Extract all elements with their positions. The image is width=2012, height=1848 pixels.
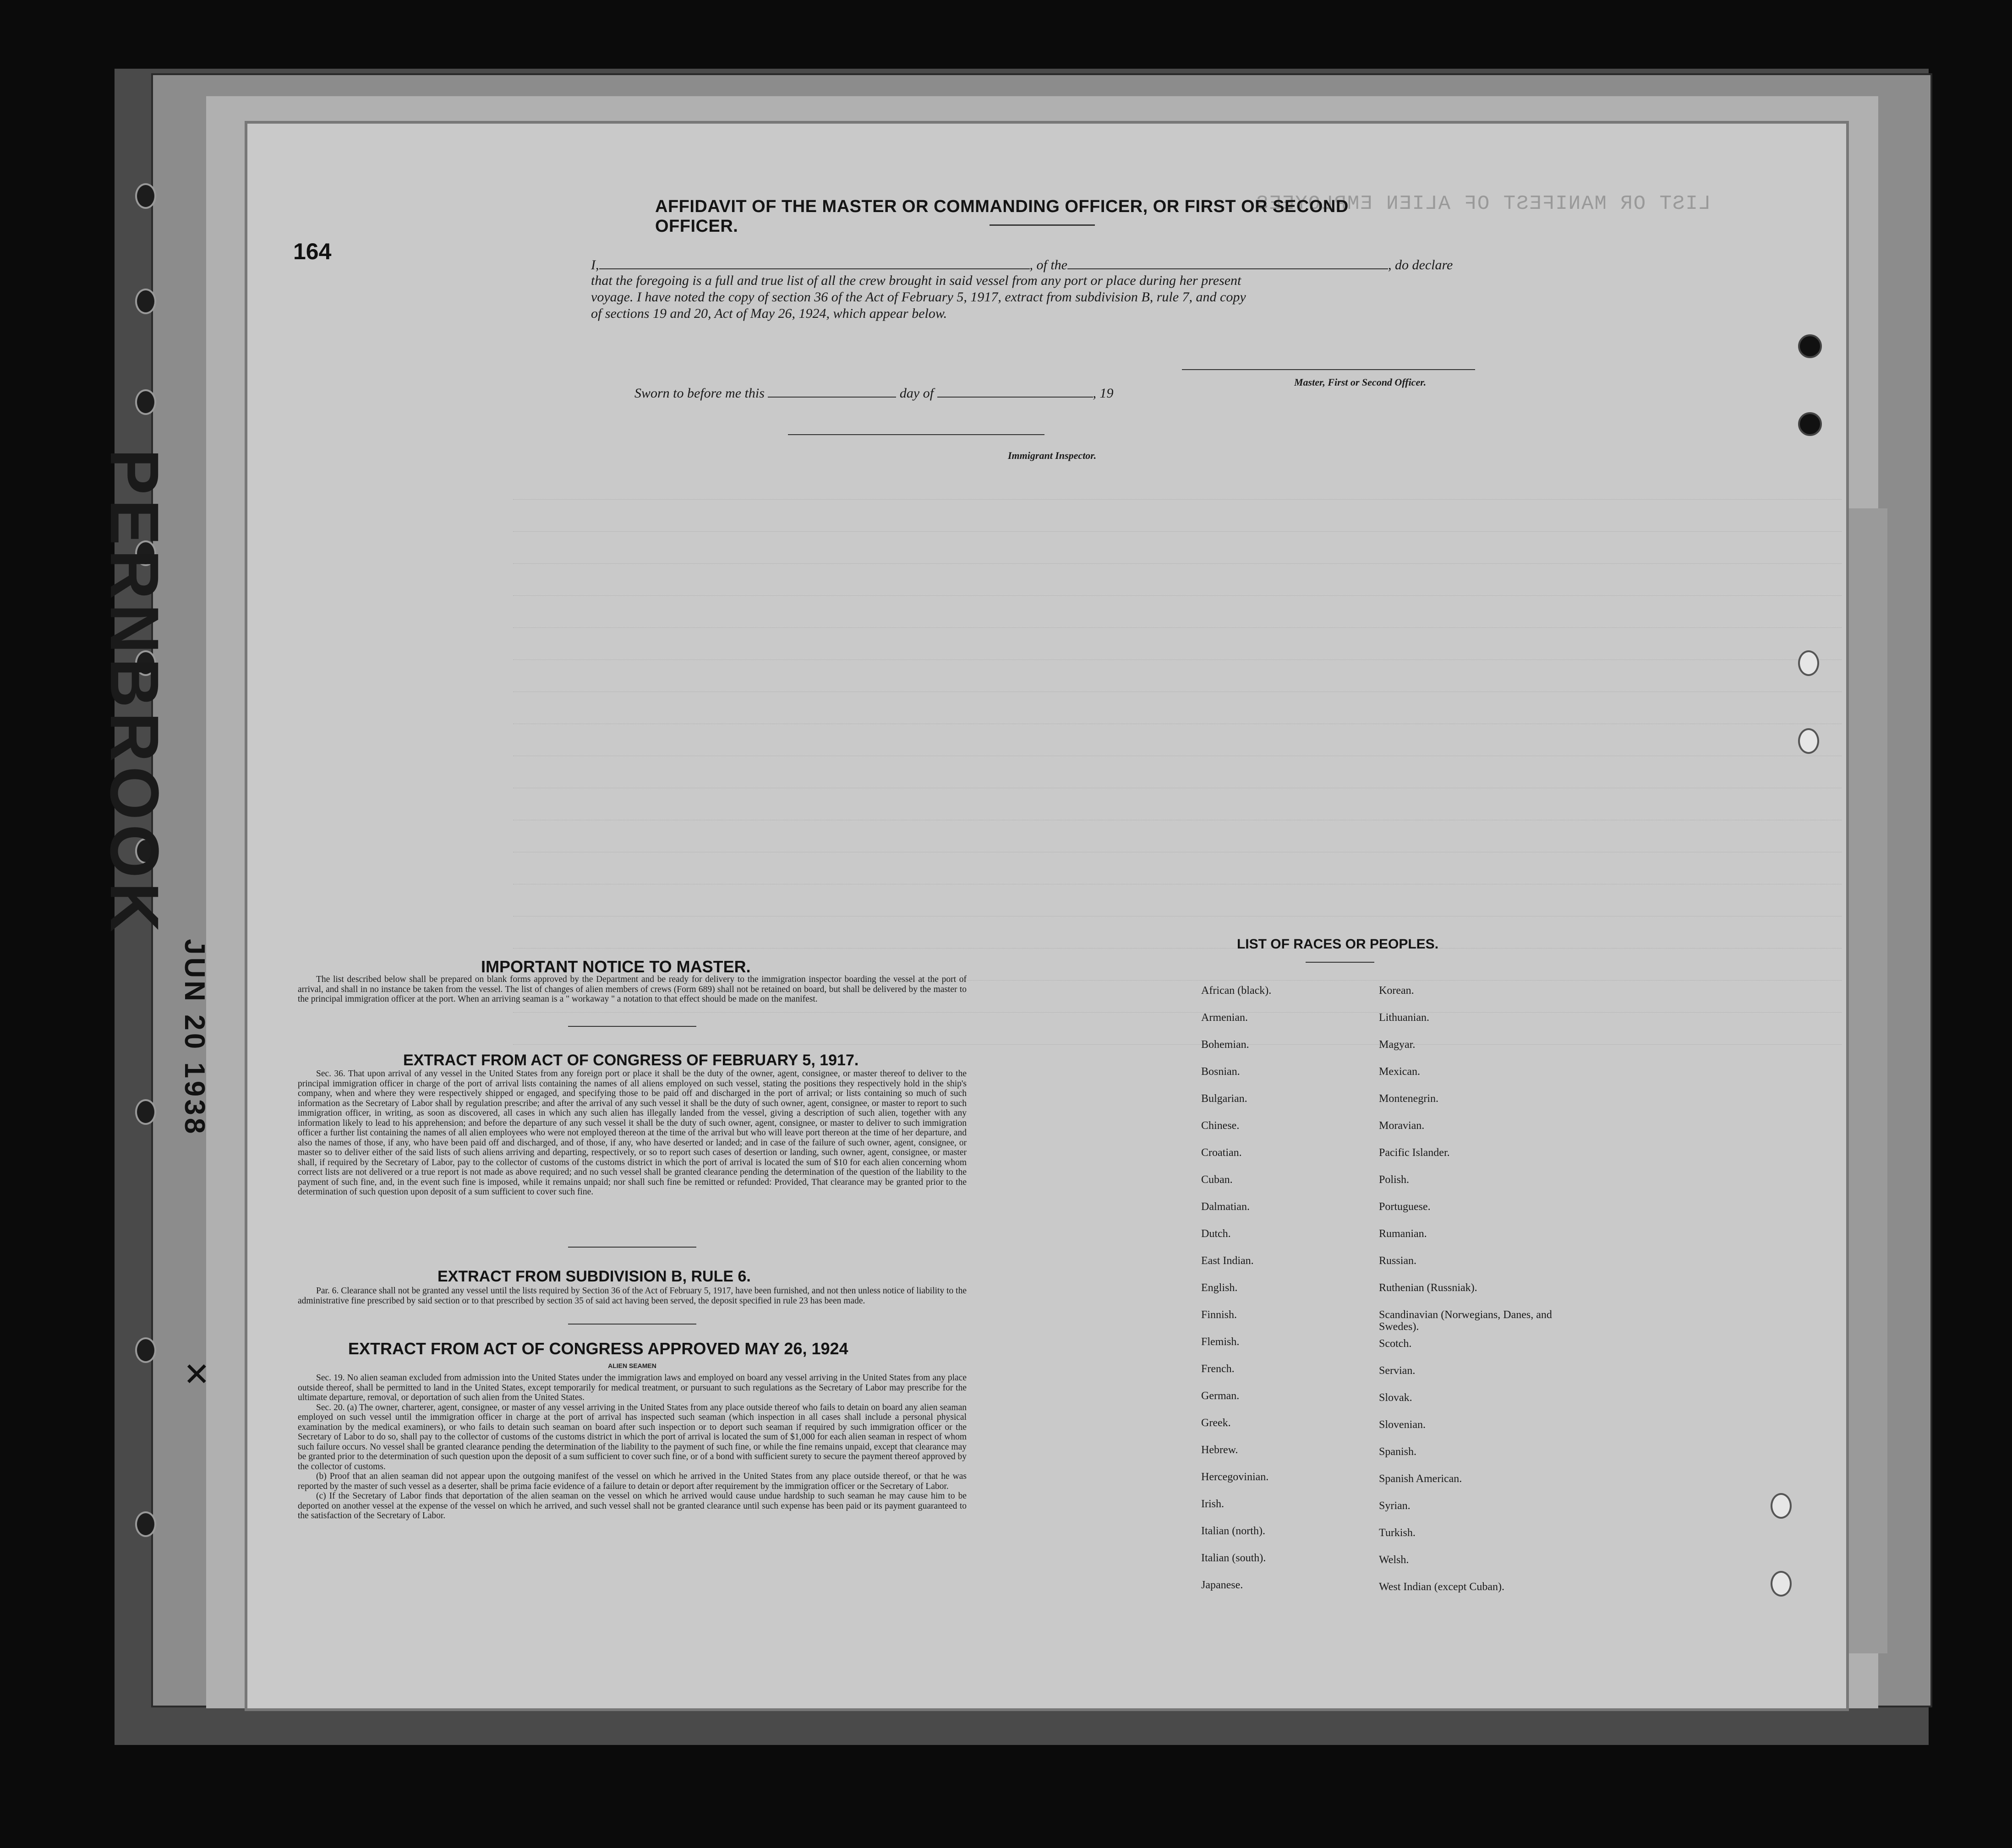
race-item: Welsh. [1379, 1554, 1409, 1566]
race-item: Dalmatian. [1201, 1201, 1250, 1213]
affidavit-title: AFFIDAVIT OF THE MASTER OR COMMANDING OFFICER, OR FIRST OR SECOND OFFICER. [655, 197, 1349, 236]
master-signature-line[interactable] [1182, 369, 1475, 370]
declaration-line-4: of sections 19 and 20, Act of May 26, 1924, which appear below. [591, 306, 947, 321]
bleed-through-row [513, 902, 1842, 916]
divider [1306, 962, 1374, 963]
declaration-line-2: that the foregoing is a full and true list of all the crew brought in said vessel from any port or place during her present [591, 273, 1241, 288]
master-signature-caption: Master, First or Second Officer. [1294, 376, 1427, 388]
binder-hole-icon [135, 289, 156, 314]
race-item: Russian. [1379, 1255, 1417, 1267]
binder-hole-icon [1771, 1493, 1792, 1519]
bleed-through-row [513, 934, 1842, 949]
race-item: Slovenian. [1379, 1419, 1426, 1431]
officer-name-field[interactable] [599, 256, 1030, 269]
race-item: Spanish American. [1379, 1473, 1462, 1485]
race-item: Hebrew. [1201, 1444, 1238, 1456]
binder-hole-icon [1771, 1571, 1792, 1597]
race-item: Cuban. [1201, 1174, 1233, 1186]
section-36-paragraph: Sec. 36. That upon arrival of any vessel in the United States from any foreign port or place it shall be the duty of the owner, agent, consignee, or master thereof to deliver to the principal immigration officer in charge of the port of arrival lists containing the names of all aliens employed on such vessel, stating the positions they respectively hold in the ship's company, when and where they were respectively shipped or engaged, and specifying those to be paid off and discharged in the port of arrival; or lists containing so much of such information as the Secretary of Labor shall by regulation prescribe; and after the arrival of any such vessel it shall be the duty of such owner, agent, consignee, or master to report to such immigration officer, in writing, as soon as discovered, all cases in which any such alien has illegally landed from the vessel, giving a description of such alien, together with any information likely to lead to his apprehension; and before the departure of any such vessel it shall be the duty of such owner, agent, consignee, or master to deliver to such immigration officer a further list containing the names of all alien employees who were not employed thereon at the time of the arrival but who will leave port thereon at the time of her departure, and also the names of those, if any, who have been paid off and discharged, and of those, if any, who have deserted or landed; and in case of the failure of such owner, agent, consignee, or master so to deliver either of the said lists of such aliens arriving and departing, respectively, or so to report such cases of desertion or landing, such owner, agent, consignee, or master shall, if required by the Secretary of Labor, pay to the collector of customs of the customs district in which the port of arrival is located the sum of $10 for each alien concerning whom correct lists are not delivered or a true report is not made as above required; and no such vessel shall be granted clearance pending the determination of the question of the liability to the payment of such fine, and, in the event such fine is imposed, while it remains unpaid; nor shall such fine be remitted or refunded: Provided, That clearance may be granted prior to the determination of such question upon deposit of a sum sufficient to cover such fine. [298, 1069, 967, 1197]
binder-hole-icon [135, 1337, 156, 1363]
race-item: African (black). [1201, 985, 1272, 997]
section-20b-paragraph: (b) Proof that an alien seaman did not appear upon the outgoing manifest of the vessel on which he arrived in the United States from any place outside thereof, or that he was reported by the master of such vessel as a deserter, shall be prima facie evidence of a failure to detain or deport after requirement by the immigration officer or the Secretary of Labor. [298, 1472, 967, 1491]
race-item: Bosnian. [1201, 1066, 1240, 1078]
race-item: Dutch. [1201, 1228, 1231, 1240]
notice-paragraph: The list described below shall be prepared on blank forms approved by the Department and be ready for delivery to the immigration inspector boarding the vessel at the port of arrival, and shall in no instance be taken from the vessel. The list of changes of alien members of crews (Form 689) shall not be retained on board, but shall be delivered by the master to the principal immigration officer at the port. When an arriving seaman is a " workaway " a notation to that effect should be made on the manifest. [298, 975, 967, 1004]
bleed-through-row [513, 870, 1842, 884]
race-item: Korean. [1379, 985, 1414, 997]
form-number: 164 [293, 239, 332, 264]
race-item: Italian (north). [1201, 1525, 1265, 1537]
race-item: Spanish. [1379, 1446, 1417, 1458]
divider [568, 1026, 696, 1027]
race-item: Magyar. [1379, 1039, 1416, 1051]
race-item: Polish. [1379, 1174, 1410, 1186]
race-item: Turkish. [1379, 1527, 1416, 1539]
bleed-through-row [513, 646, 1842, 660]
race-item: Servian. [1379, 1365, 1416, 1377]
races-list-title: LIST OF RACES OR PEOPLES. [1236, 937, 1439, 952]
extract-1924-title: EXTRACT FROM ACT OF CONGRESS APPROVED MAY 26, 1924 [348, 1339, 848, 1358]
vessel-prefix: , of the [1029, 257, 1067, 273]
binder-hole-icon [1798, 334, 1822, 358]
section-20a-paragraph: Sec. 20. (a) The owner, charterer, agent, consignee, or master of any vessel arriving in the United States from any place outside thereof who fails to detain on board any alien seaman employed on such vessel until the immigration officer in charge at the port of arrival has inspected such seaman (which inspection in all cases shall include a personal physical examination by the medical examiners), or who fails to detain such seaman on board after such inspection or to deport such seaman if required by such immigration officer or the Secretary of Labor to do so, shall pay to the collector of customs of the customs district in which the port of arrival is located the sum of $1,000 for each alien seaman in respect of whom such failure occurs. No vessel shall be granted clearance pending the determination of the liability to the payment of such fine, or while the fine remains unpaid, except that clearance may be granted prior to the determination of such question upon the deposit of a sum sufficient to cover such fine, or of a bond with sufficient surety to secure the payment thereof approved by the collector of customs. [298, 1402, 967, 1472]
date-stamp: JUN 20 1938 [179, 939, 210, 1137]
races-left-column [1201, 985, 1271, 1606]
binder-hole-icon [135, 183, 156, 209]
binder-hole-icon [135, 1511, 156, 1537]
race-item: Bohemian. [1201, 1039, 1249, 1051]
extract-1924-text [298, 1373, 967, 1521]
race-item: Portuguese. [1379, 1201, 1431, 1213]
race-item: Slovak. [1379, 1392, 1412, 1404]
section-20c-paragraph: (c) If the Secretary of Labor finds that deportation of the alien seaman on the vessel on which he arrived would cause undue hardship to such seaman he may cause him to be deported on another vessel at the expense of the vessel on which he arrived, and such vessel shall not be granted clearance until such expense has been paid or its payment guaranteed to the satisfaction of the Secretary of Labor. [298, 1491, 967, 1521]
race-item: Finnish. [1201, 1309, 1237, 1321]
sworn-day-field[interactable] [768, 385, 896, 398]
bleed-through-row [513, 1030, 1842, 1045]
race-item: English. [1201, 1282, 1238, 1294]
paragraph-6: Par. 6. Clearance shall not be granted any vessel until the lists required by Section 36 of the Act of February 5, 1917, have been furnished, and not then unless notice of liability to the administrative fine prescribed by said section or to that prescribed by section 35 of said act having been served, the deposit specified in rule 23 has been made. [298, 1286, 967, 1306]
race-item: Mexican. [1379, 1066, 1420, 1078]
race-item: Rumanian. [1379, 1228, 1427, 1240]
race-item: Syrian. [1379, 1500, 1411, 1512]
bleed-through-row [513, 742, 1842, 756]
binder-hole-icon [1798, 728, 1819, 754]
race-item: Greek. [1201, 1417, 1231, 1429]
extract-1917-text [298, 1069, 967, 1197]
bleed-through-row [513, 838, 1842, 852]
race-item: Scandinavian (Norwegians, Danes, and Swedes). [1379, 1309, 1552, 1333]
ship-name-stamp: PERNBROOK [96, 449, 173, 937]
declaration-line-3: voyage. I have noted the copy of section 36 of the Act of February 5, 1917, extract from subdivision B, rule 7, and copy [591, 289, 1246, 305]
race-item: French. [1201, 1363, 1235, 1375]
bleed-through-row [513, 582, 1842, 596]
bleed-through-row [513, 774, 1842, 788]
race-item: Pacific Islander. [1379, 1147, 1450, 1159]
race-item: Montenegrin. [1379, 1093, 1438, 1105]
race-item: Croatian. [1201, 1147, 1242, 1159]
pencil-mark: ✕ [183, 1357, 210, 1392]
race-item: Japanese. [1201, 1579, 1243, 1591]
race-item: East Indian. [1201, 1255, 1254, 1267]
race-item: Lithuanian. [1379, 1012, 1429, 1024]
bleed-through-row [513, 678, 1842, 692]
bleed-through-row [513, 806, 1842, 820]
binder-hole-icon [135, 1099, 156, 1125]
extract-rule6-title: EXTRACT FROM SUBDIVISION B, RULE 6. [437, 1268, 751, 1285]
race-item: Irish. [1201, 1498, 1224, 1510]
bleed-through-row [513, 485, 1842, 500]
sworn-prefix: Sworn to before me this [634, 386, 765, 401]
vessel-name-field[interactable] [1067, 256, 1388, 269]
race-item: Chinese. [1201, 1120, 1240, 1132]
binder-hole-icon [135, 389, 156, 415]
race-item: Hercegovinian. [1201, 1471, 1269, 1483]
race-item: West Indian (except Cuban). [1379, 1581, 1504, 1593]
declare-suffix: , do declare [1388, 257, 1453, 273]
binder-hole-icon [1798, 650, 1819, 676]
race-item: Bulgarian. [1201, 1093, 1247, 1105]
bleed-through-row [513, 710, 1842, 724]
alien-seamen-subtitle: ALIEN SEAMEN [608, 1362, 656, 1369]
race-item: Scotch. [1379, 1338, 1412, 1350]
races-right-column [1379, 985, 1571, 1608]
race-item: Ruthenian (Russniak). [1379, 1282, 1477, 1294]
race-item: German. [1201, 1390, 1240, 1402]
extract-rule6-text [298, 1286, 967, 1306]
bleed-through-heading: LIST OR MANIFEST OF ALIEN EMPLOYEES [1255, 192, 1711, 215]
race-item: Moravian. [1379, 1120, 1425, 1132]
inspector-signature-line[interactable] [788, 434, 1044, 435]
race-item: Armenian. [1201, 1012, 1248, 1024]
year-prefix: , 19 [1093, 386, 1114, 401]
divider [568, 1247, 696, 1248]
race-item: Italian (south). [1201, 1552, 1266, 1564]
declaration-line-1 [591, 256, 1453, 273]
binder-hole-icon [1798, 412, 1822, 436]
notice-title: IMPORTANT NOTICE TO MASTER. [481, 957, 751, 976]
bleed-through-row [513, 518, 1842, 532]
inspector-caption: Immigrant Inspector. [1008, 450, 1097, 461]
day-of-label: day of [899, 386, 934, 401]
notice-text [298, 975, 967, 1004]
divider [568, 1324, 696, 1325]
divider [990, 224, 1095, 226]
sworn-line [634, 385, 1114, 401]
bleed-through-row [513, 550, 1842, 564]
race-item: Flemish. [1201, 1336, 1240, 1348]
extract-1917-title: EXTRACT FROM ACT OF CONGRESS OF FEBRUARY 5, 1917. [403, 1052, 859, 1069]
bleed-through-row [513, 614, 1842, 628]
sworn-month-field[interactable] [937, 385, 1093, 398]
section-19-paragraph: Sec. 19. No alien seaman excluded from admission into the United States under the immigration laws and employed on board any vessel arriving in the United States from any place outside thereof, shall be permitted to land in the United States, except temporarily for medical treatment, or pursuant to such regulations as the Secretary of Labor may prescribe for the ultimate departure, removal, or deportation of such alien from the United States. [298, 1373, 967, 1402]
declarant-prefix: I, [591, 257, 599, 273]
